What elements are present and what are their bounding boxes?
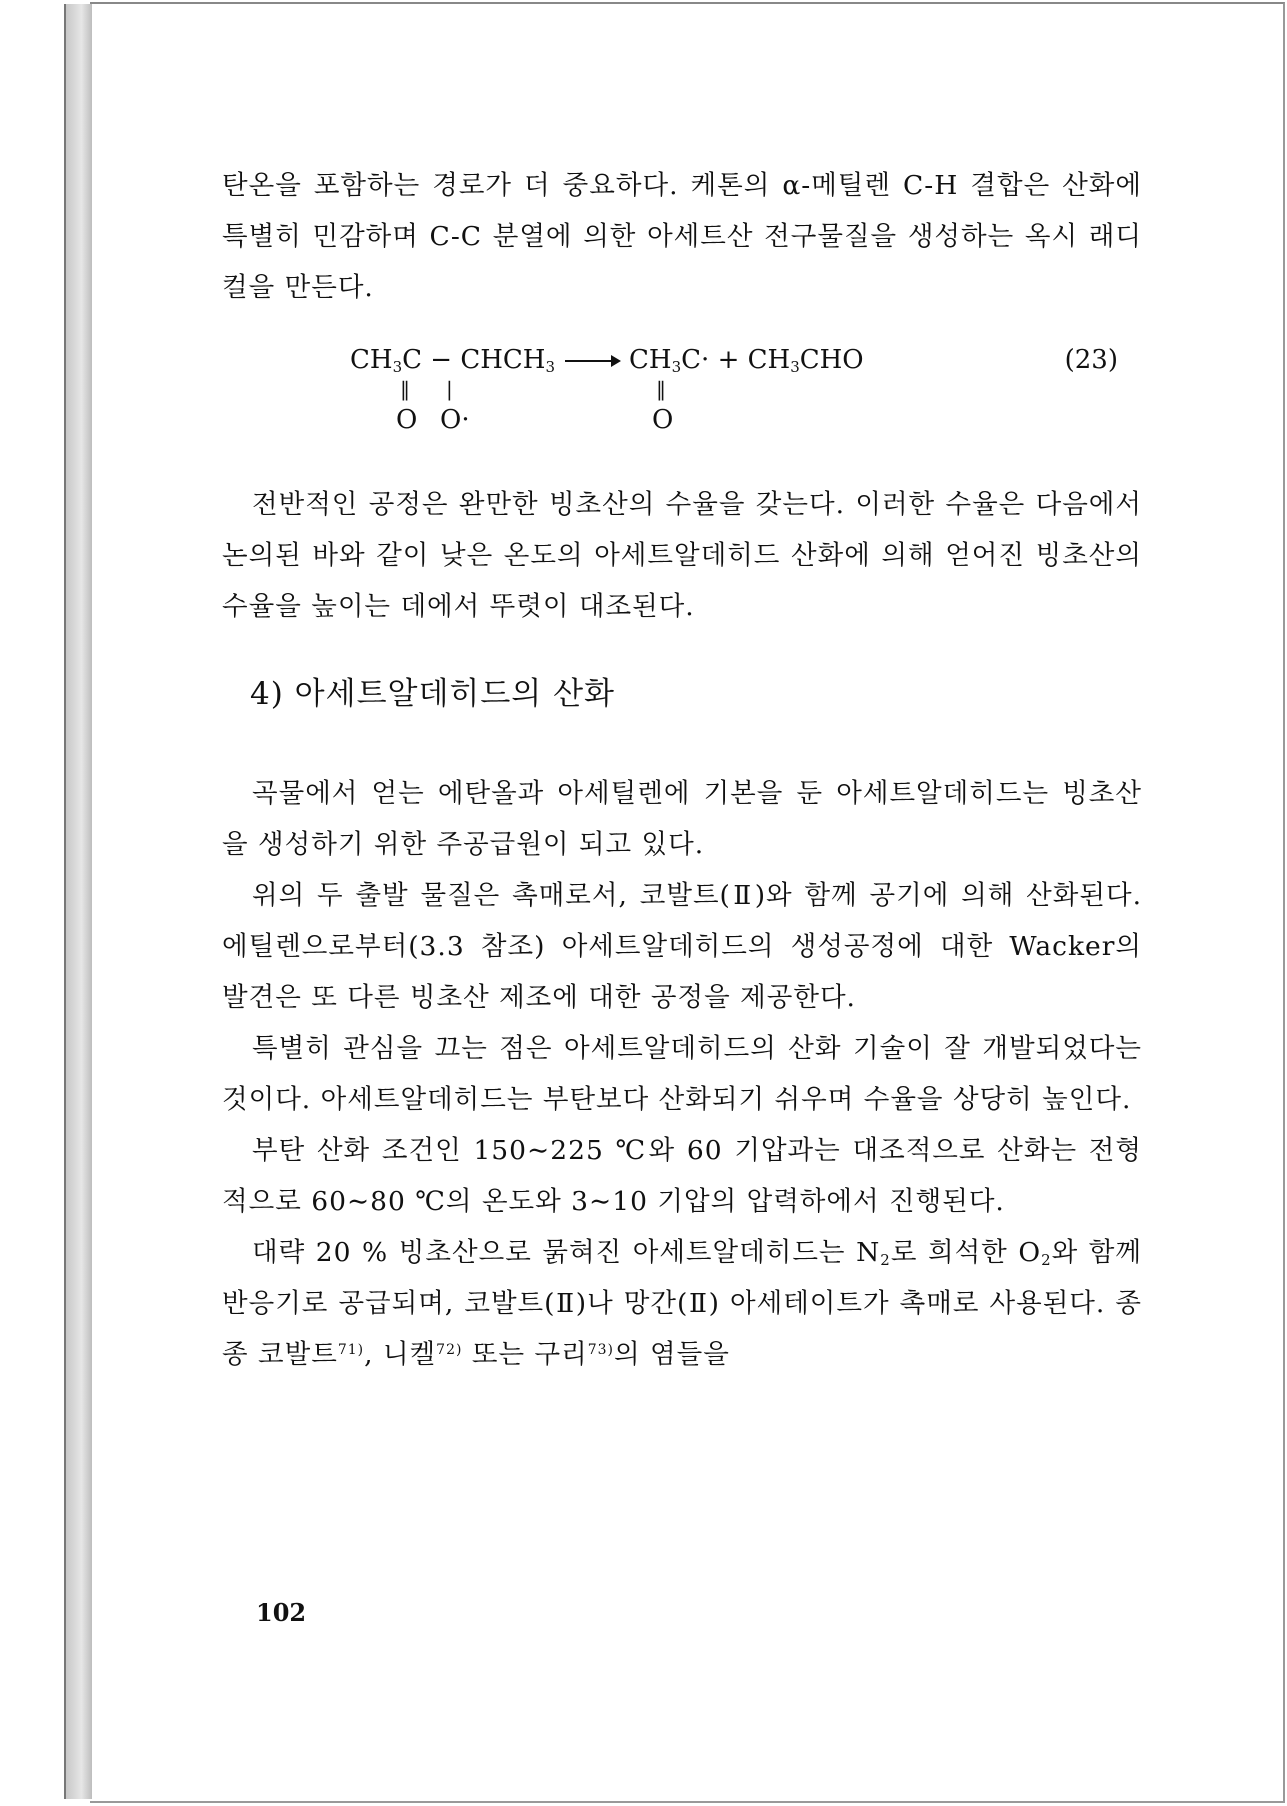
paragraph-oxidation-tech: 특별히 관심을 끄는 점은 아세트알데히드의 산화 기술이 잘 개발되었다는 것이다. 아세트알데히드는 부탄보다 산화되기 쉬우며 수율을 상당히 높인다.: [222, 1033, 1142, 1115]
reaction-arrow-icon: [565, 360, 619, 362]
page-number: 102: [256, 1598, 307, 1627]
double-bond-left: ‖: [400, 377, 410, 401]
footnote-ref-73: 73): [587, 1342, 614, 1358]
footnote-ref-71: 71): [337, 1342, 365, 1358]
chemical-equation-23: [222, 343, 1142, 443]
equation-number: (23): [1064, 345, 1118, 375]
equation-main-line: [350, 343, 864, 377]
paragraph-conditions: 부탄 산화 조건인 150∼225 ℃와 60 기압과는 대조적으로 산화는 전형적으로 60∼80 ℃의 온도와 3∼10 기압의 압력하에서 진행된다.: [222, 1135, 1142, 1217]
paragraph-starting-materials: 위의 두 출발 물질은 촉매로서, 코발트(Ⅱ)와 함께 공기에 의해 산화된다. 에틸렌으로부터(3.3 참조) 아세트알데히드의 생성공정에 대한 Wacker의 발견은 또 다른 빙초산 제조에 대한 공정을 제공한다.: [222, 880, 1142, 1013]
paragraph-grain-ethanol: 곡물에서 얻는 에탄올과 아세틸렌에 기본을 둔 아세트알데히드는 빙초산을 생성하기 위한 주공급원이 되고 있다.: [222, 778, 1142, 860]
oxygen-atom-2: O: [652, 405, 674, 435]
oxygen-atom-1: O: [396, 405, 418, 435]
single-bond-left: |: [446, 377, 453, 401]
oxygen-radical: O·: [440, 405, 470, 435]
equation-reactant: $CH_3C$ − $CHCH_3$: [350, 345, 556, 376]
page-content: [222, 160, 1142, 1380]
book-page-edge: [64, 4, 92, 1799]
double-bond-right: ‖: [656, 377, 666, 401]
section-heading: 4) 아세트알데히드의 산화: [250, 676, 615, 712]
paragraph-catalysts: 대략 20 % 빙초산으로 묽혀진 아세트알데히드는 $N_2$로 희석한 $O_2$와 함께 반응기로 공급되며, 코발트(Ⅱ)나 망간(Ⅱ) 아세테이트가 촉매로 사용된다. 종종 코발트$^{71)}$, 니켈$^{72)}$ 또는 구리$^{73)}$의 염들을: [222, 1237, 1142, 1370]
paragraph-intro: 탄온을 포함하는 경로가 더 중요하다. 케톤의 α-메틸렌 C-H 결합은 산화에 특별히 민감하며 C-C 분열에 의한 아세트산 전구물질을 생성하는 옥시 래디컬을 만든다.: [222, 170, 1142, 303]
equation-products: $CH_3C\cdot + CH_3CHO$: [629, 345, 864, 376]
paragraph-overall-process: 전반적인 공정은 완만한 빙초산의 수율을 갖는다. 이러한 수율은 다음에서 논의된 바와 같이 낮은 온도의 아세트알데히드 산화에 의해 얻어진 빙초산의 수율을 높이는 데에서 뚜렷이 대조된다.: [222, 489, 1142, 622]
footnote-ref-72: 72): [436, 1342, 463, 1358]
